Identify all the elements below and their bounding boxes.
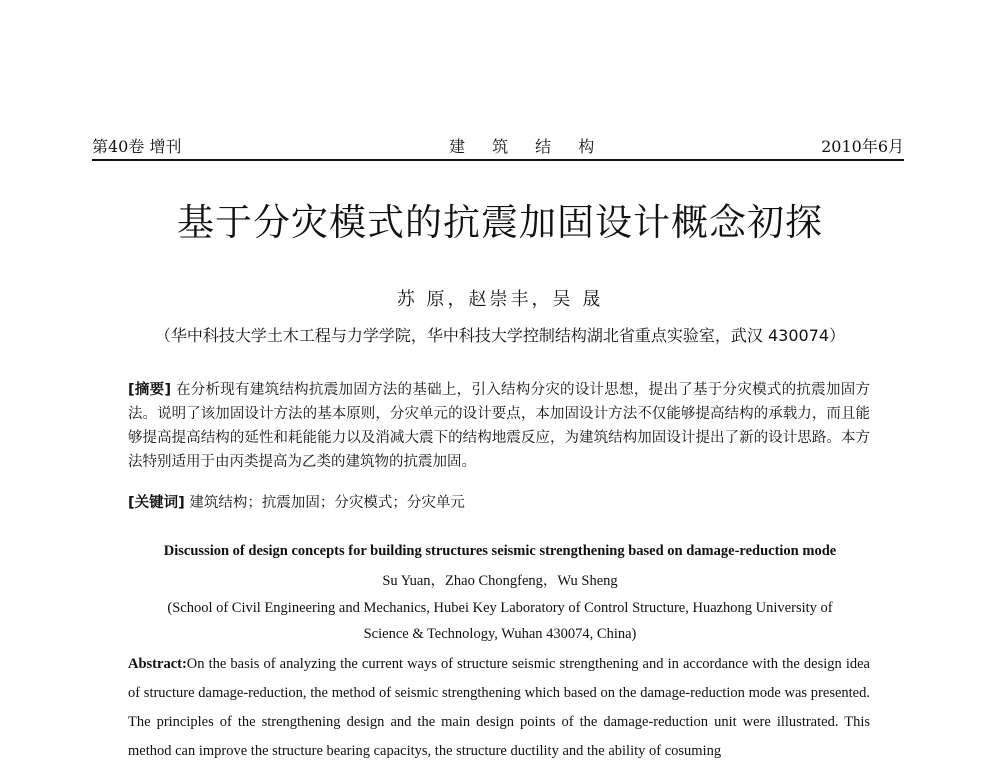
- running-header: [92, 134, 904, 158]
- authors-cn: 苏 原，赵崇丰，吴 晟: [396, 289, 604, 310]
- journal-name: 建 筑 结 构: [449, 137, 606, 156]
- keywords-cn: [128, 491, 870, 512]
- abstract-cn-label: [摘要]: [128, 382, 172, 398]
- affiliation-cn: （华中科技大学土木工程与力学学院，华中科技大学控制结构湖北省重点实验室，武汉 430074）: [154, 326, 846, 345]
- paper-title-en: Discussion of design concepts for building structures seismic strengthening based on damage-reduction mode: [163, 543, 837, 559]
- abstract-en: [128, 650, 870, 766]
- paper-title-cn: 基于分灾模式的抗震加固设计概念初探: [177, 201, 823, 244]
- volume-issue: 第40卷 增刊: [92, 137, 182, 156]
- publication-date: 2010年6月: [821, 137, 904, 156]
- header-divider: [92, 159, 904, 161]
- keywords-cn-label: [关键词]: [128, 495, 185, 511]
- affiliation-en: (School of Civil Engineering and Mechanics, Hubei Key Laboratory of Control Structure, Huazhong University of Science & Technology, Wuhan 430074, China): [167, 600, 833, 642]
- abstract-cn-text: 在分析现有建筑结构抗震加固方法的基础上，引入结构分灾的设计思想，提出了基于分灾模式的抗震加固方法。说明了该加固设计方法的基本原则，分灾单元的设计要点，本加固设计方法不仅能够提高结构的承载力，而且能够提高提高结构的延性和耗能能力以及消减大震下的结构地震反应，为建筑结构加固设计提出了新的设计思路。本方法特别适用于由丙类提高为乙类的建筑物的抗震加固。: [128, 382, 870, 470]
- authors-en: Su Yuan，Zhao Chongfeng，Wu Sheng: [382, 573, 618, 589]
- abstract-en-text: On the basis of analyzing the current ways of structure seismic strengthening and in accordance with the design idea of structure damage-reduction, the method of seismic strengthening which based on the damage-reduction mode was presented. The principles of the strengthening design and the main design points of the damage-reduction unit were illustrated. This method can improve the structure bearing capacitys, the structure ductility and the ability of cosuming: [128, 656, 870, 759]
- abstract-en-label: Abstract:: [128, 656, 187, 672]
- keywords-cn-text: 建筑结构；抗震加固；分灾模式；分灾单元: [189, 495, 465, 511]
- abstract-cn: [128, 378, 870, 474]
